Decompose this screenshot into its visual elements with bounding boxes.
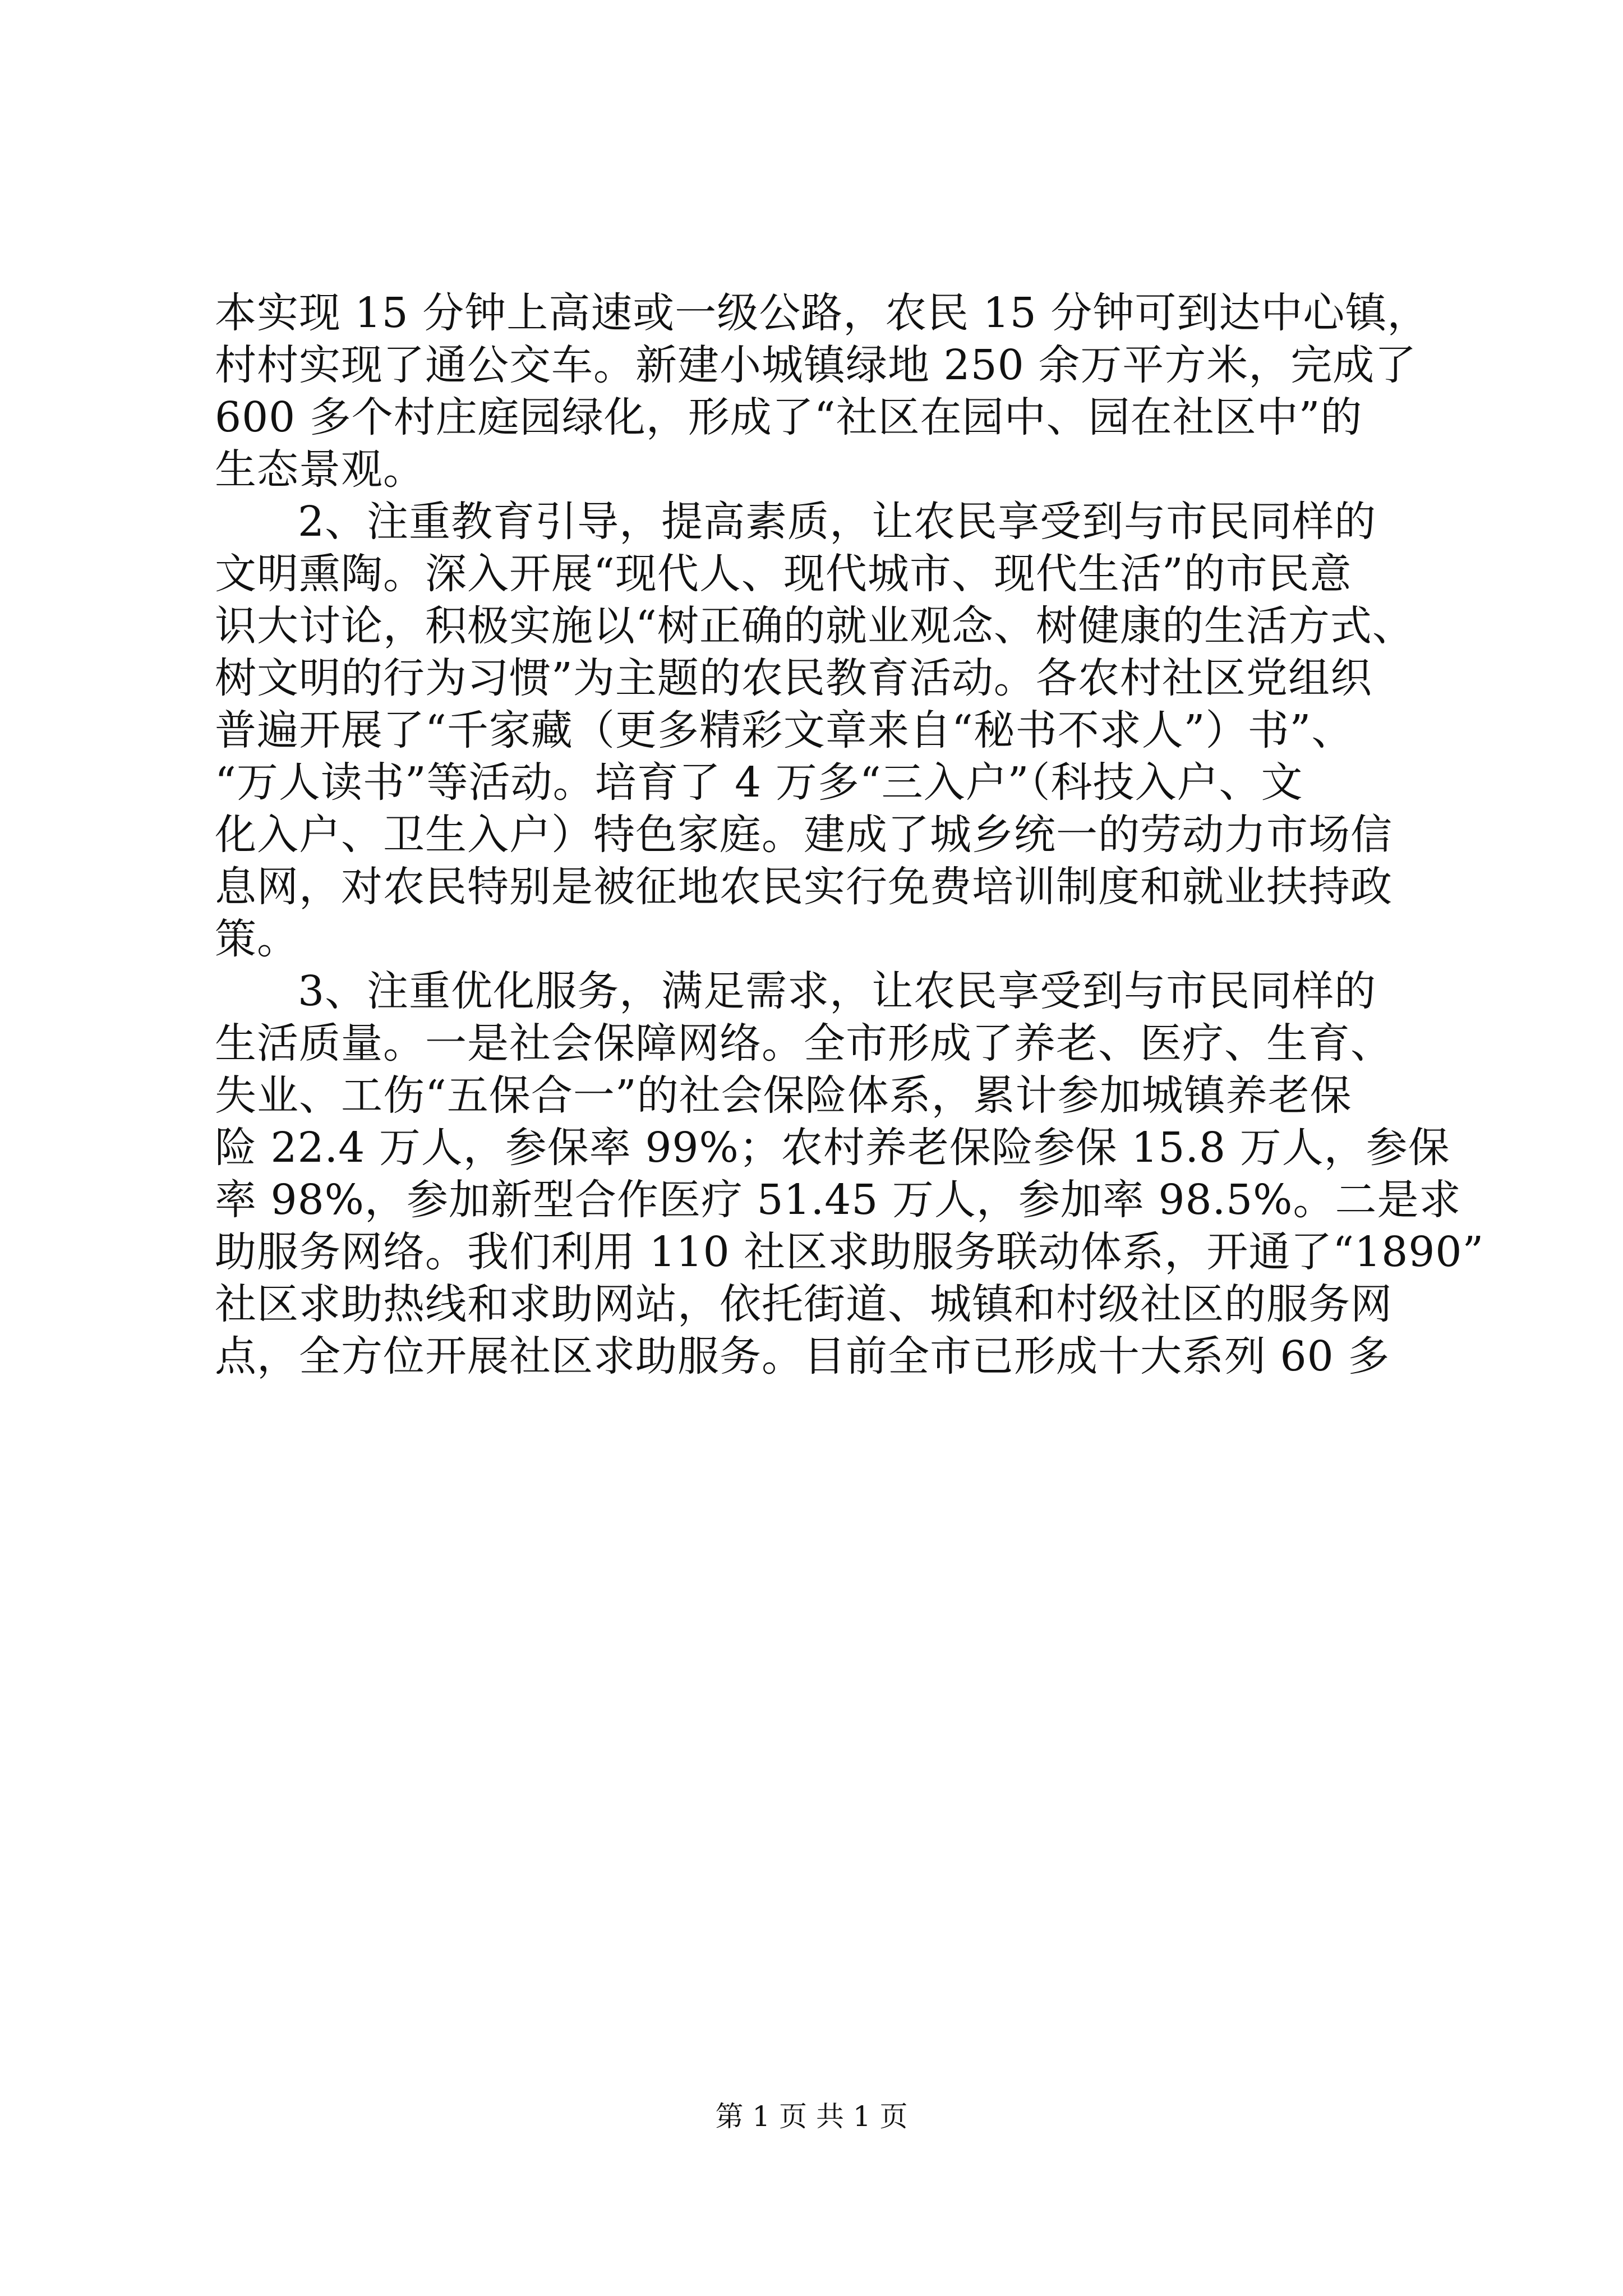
text-line: 助服务网络。我们利用 110 社区求助服务联动体系，开通了“1890” (215, 1228, 1484, 1276)
text-line: 村村实现了通公交车。新建小城镇绿地 250 余万平方米，完成了 (215, 341, 1417, 389)
text-line: 生活质量。一是社会保障网络。全市形成了养老、医疗、生育、 (215, 1019, 1393, 1068)
text-line: 点，全方位开展社区求助服务。目前全市已形成十大系列 60 多 (215, 1332, 1390, 1381)
text-line: 化入户、卫生入户）特色家庭。建成了城乡统一的劳动力市场信 (215, 811, 1393, 859)
text-line: 息网，对农民特别是被征地农民实行免费培训制度和就业扶持政 (215, 863, 1393, 911)
paragraph-start-line: 2、注重教育引导，提高素质，让农民享受到与市民同样的 (298, 498, 1377, 546)
text-line: 普遍开展了“千家藏（更多精彩文章来自“秘书不求人”）书”、 (215, 706, 1354, 754)
text-line: 失业、工伤“五保合一”的社会保险体系，累计参加城镇养老保 (215, 1071, 1352, 1120)
paragraph-start-line: 3、注重优化服务，满足需求，让农民享受到与市民同样的 (298, 967, 1377, 1015)
page-footer: 第 1 页 共 1 页 (715, 2100, 908, 2133)
text-line: 本实现 15 分钟上高速或一级公路，农民 15 分钟可到达中心镇， (215, 289, 1430, 337)
text-line: 600 多个村庄庭园绿化，形成了“社区在园中、园在社区中”的 (215, 393, 1363, 441)
text-line: 险 22.4 万人，参保率 99%；农村养老保险参保 15.8 万人，参保 (215, 1124, 1450, 1172)
text-line: 树文明的行为习惯”为主题的农民教育活动。各农村社区党组织 (215, 654, 1372, 702)
text-line: 识大讨论，积极实施以“树正确的就业观念、树健康的生活方式、 (215, 602, 1414, 650)
text-line: 率 98%，参加新型合作医疗 51.45 万人，参加率 98.5%。二是求 (215, 1176, 1461, 1224)
text-line: 生态景观。 (215, 445, 425, 494)
document-body (215, 287, 1484, 1383)
text-line: “万人读书”等活动。培育了 4 万多“三入户”（科技入户、文 (215, 758, 1303, 807)
text-line: 策。 (215, 915, 299, 963)
text-line: 文明熏陶。深入开展“现代人、现代城市、现代生活”的市民意 (215, 550, 1352, 598)
text-line: 社区求助热线和求助网站，依托街道、城镇和村级社区的服务网 (215, 1280, 1393, 1328)
